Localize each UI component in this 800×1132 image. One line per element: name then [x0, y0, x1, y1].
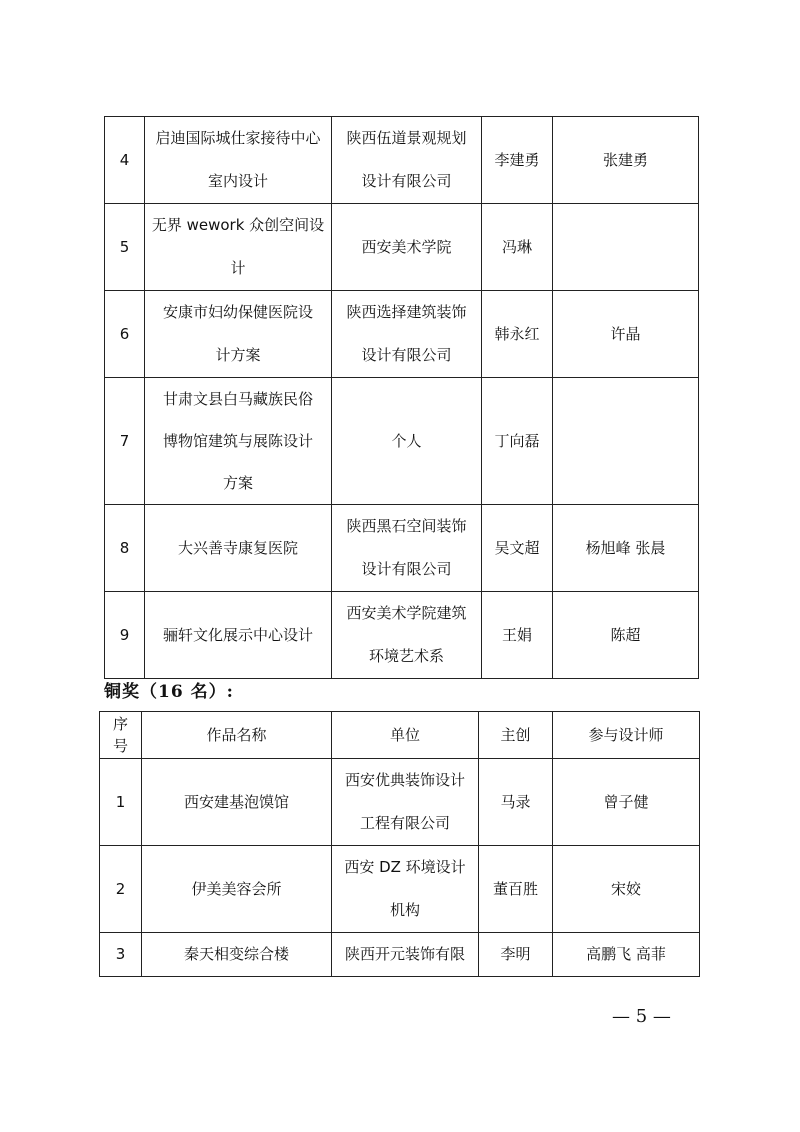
participating-designers: 曾子健 [553, 759, 700, 846]
lead-designer: 李建勇 [482, 117, 553, 204]
unit-name: 个人 [332, 378, 482, 505]
work-name: 伊美美容会所 [142, 846, 332, 933]
participating-designers: 宋姣 [553, 846, 700, 933]
work-name: 骊轩文化展示中心设计 [145, 592, 332, 679]
work-name: 大兴善寺康复医院 [145, 505, 332, 592]
row-number: 7 [105, 378, 145, 505]
unit-name: 陕西黑石空间装饰 设计有限公司 [332, 505, 482, 592]
row-number: 4 [105, 117, 145, 204]
participating-designers: 高鹏飞 高菲 [553, 933, 700, 977]
unit-name: 西安美术学院建筑 环境艺术系 [332, 592, 482, 679]
unit-name: 西安 DZ 环境设计 机构 [332, 846, 479, 933]
lead-designer: 李明 [479, 933, 553, 977]
lead-designer: 吴文超 [482, 505, 553, 592]
table-row [105, 505, 699, 592]
work-name: 启迪国际城仕家接待中心 室内设计 [145, 117, 332, 204]
work-name: 无界 wework 众创空间设 计 [145, 204, 332, 291]
award-table-continued [104, 116, 699, 679]
lead-designer: 王娟 [482, 592, 553, 679]
header-work-name: 作品名称 [142, 712, 332, 759]
unit-name: 陕西开元装饰有限 [332, 933, 479, 977]
table-row [100, 759, 700, 846]
header-unit: 单位 [332, 712, 479, 759]
lead-designer: 冯琳 [482, 204, 553, 291]
table-row [105, 204, 699, 291]
row-number: 8 [105, 505, 145, 592]
header-lead: 主创 [479, 712, 553, 759]
lead-designer: 董百胜 [479, 846, 553, 933]
participating-designers [553, 204, 699, 291]
header-number: 序 号 [100, 712, 142, 759]
work-name: 甘肃文县白马藏族民俗 博物馆建筑与展陈设计 方案 [145, 378, 332, 505]
table-row [105, 117, 699, 204]
bronze-award-heading: 铜奖（16 名）: [104, 682, 234, 702]
lead-designer: 丁向磊 [482, 378, 553, 505]
work-name: 安康市妇幼保健医院设 计方案 [145, 291, 332, 378]
row-number: 5 [105, 204, 145, 291]
row-number: 1 [100, 759, 142, 846]
participating-designers: 陈超 [553, 592, 699, 679]
unit-name: 西安美术学院 [332, 204, 482, 291]
row-number: 6 [105, 291, 145, 378]
table-row [105, 291, 699, 378]
unit-name: 陕西伍道景观规划 设计有限公司 [332, 117, 482, 204]
participating-designers: 杨旭峰 张晨 [553, 505, 699, 592]
bronze-award-table [99, 711, 700, 977]
row-number: 2 [100, 846, 142, 933]
table-row [100, 846, 700, 933]
participating-designers [553, 378, 699, 505]
work-name: 西安建基泡馍馆 [142, 759, 332, 846]
page-number: — 5 — [612, 1006, 671, 1027]
lead-designer: 韩永红 [482, 291, 553, 378]
table-row [105, 592, 699, 679]
header-designers: 参与设计师 [553, 712, 700, 759]
unit-name: 西安优典装饰设计 工程有限公司 [332, 759, 479, 846]
table-row [100, 933, 700, 977]
row-number: 3 [100, 933, 142, 977]
table-row [105, 378, 699, 505]
work-name: 秦天相变综合楼 [142, 933, 332, 977]
row-number: 9 [105, 592, 145, 679]
participating-designers: 张建勇 [553, 117, 699, 204]
participating-designers: 许晶 [553, 291, 699, 378]
table-header-row [100, 712, 700, 759]
unit-name: 陕西选择建筑装饰 设计有限公司 [332, 291, 482, 378]
lead-designer: 马录 [479, 759, 553, 846]
